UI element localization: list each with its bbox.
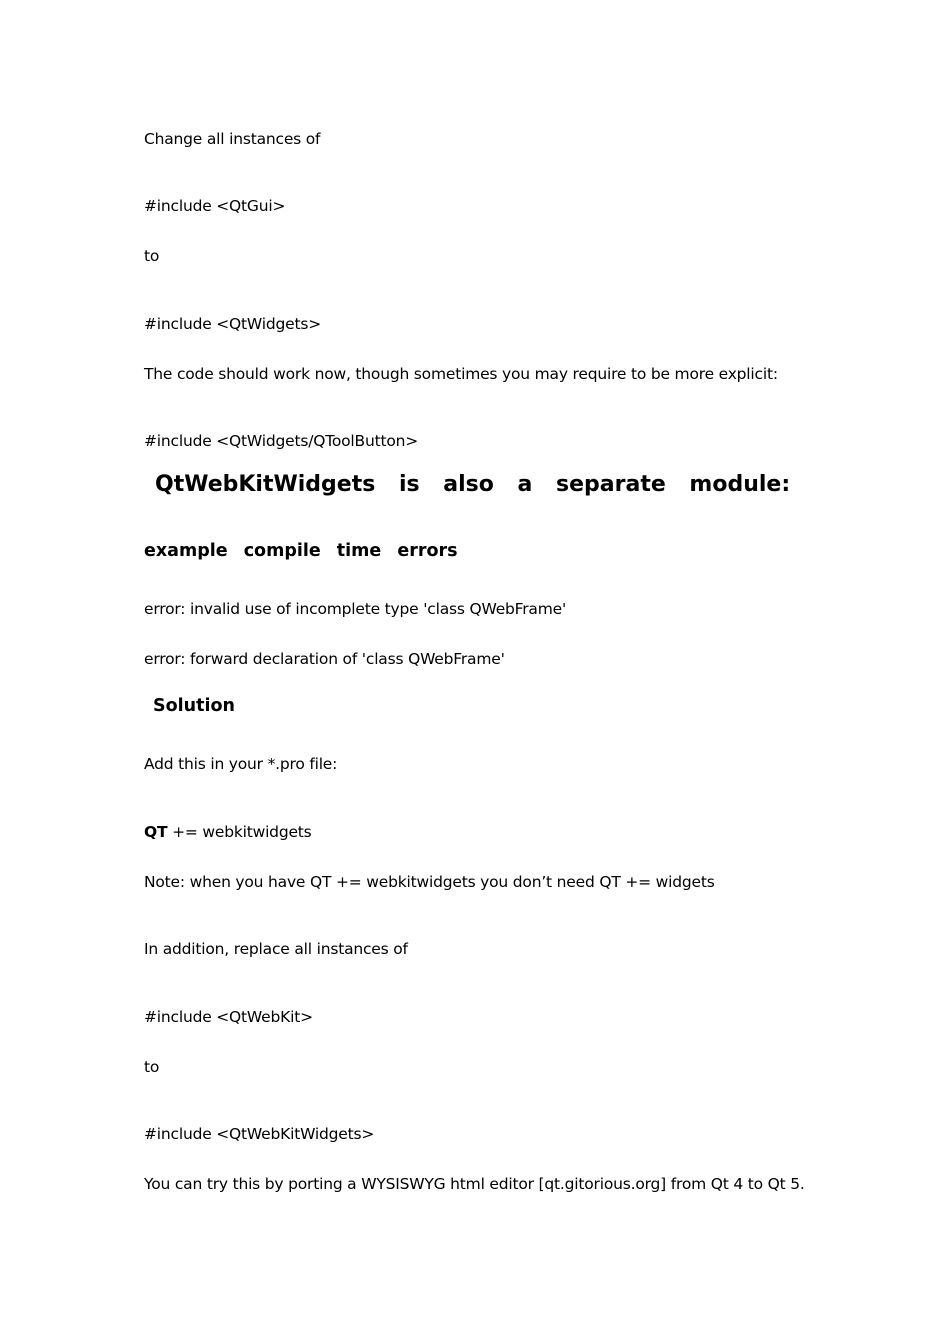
paragraph-try-porting: You can try this by porting a WYSISWYG html editor [qt.gitorious.org] from Qt 4 to Qt 5.: [144, 1175, 805, 1193]
paragraph-in-addition: In addition, replace all instances of: [144, 940, 408, 958]
heading-qtwebkitwidgets-module: QtWebKitWidgets is also a separate module:: [155, 472, 791, 497]
paragraph-change-instances: Change all instances of: [144, 130, 321, 148]
heading-solution: Solution: [153, 696, 235, 716]
paragraph-to-2: to: [144, 1058, 160, 1076]
heading-compile-errors: example compile time errors: [144, 541, 458, 561]
paragraph-code-should-work: The code should work now, though sometimes you may require to be more explicit:: [144, 365, 778, 383]
error-forward-declaration: error: forward declaration of 'class QWebFrame': [144, 650, 505, 668]
paragraph-note: Note: when you have QT += webkitwidgets you don’t need QT += widgets: [144, 873, 715, 891]
error-incomplete-type: error: invalid use of incomplete type 'class QWebFrame': [144, 600, 567, 618]
paragraph-to: to: [144, 247, 160, 265]
code-include-qtgui: #include <QtGui>: [144, 197, 286, 215]
code-include-qtoolbutton: #include <QtWidgets/QToolButton>: [144, 432, 419, 450]
qt-assignment: += webkitwidgets: [167, 823, 312, 841]
code-include-qtwebkit: #include <QtWebKit>: [144, 1008, 313, 1026]
code-include-qtwebkitwidgets: #include <QtWebKitWidgets>: [144, 1125, 375, 1143]
code-include-qtwidgets: #include <QtWidgets>: [144, 315, 321, 333]
code-qt-webkitwidgets: [144, 822, 312, 842]
qt-keyword: QT: [144, 823, 168, 841]
paragraph-add-pro-file: Add this in your *.pro file:: [144, 755, 338, 773]
